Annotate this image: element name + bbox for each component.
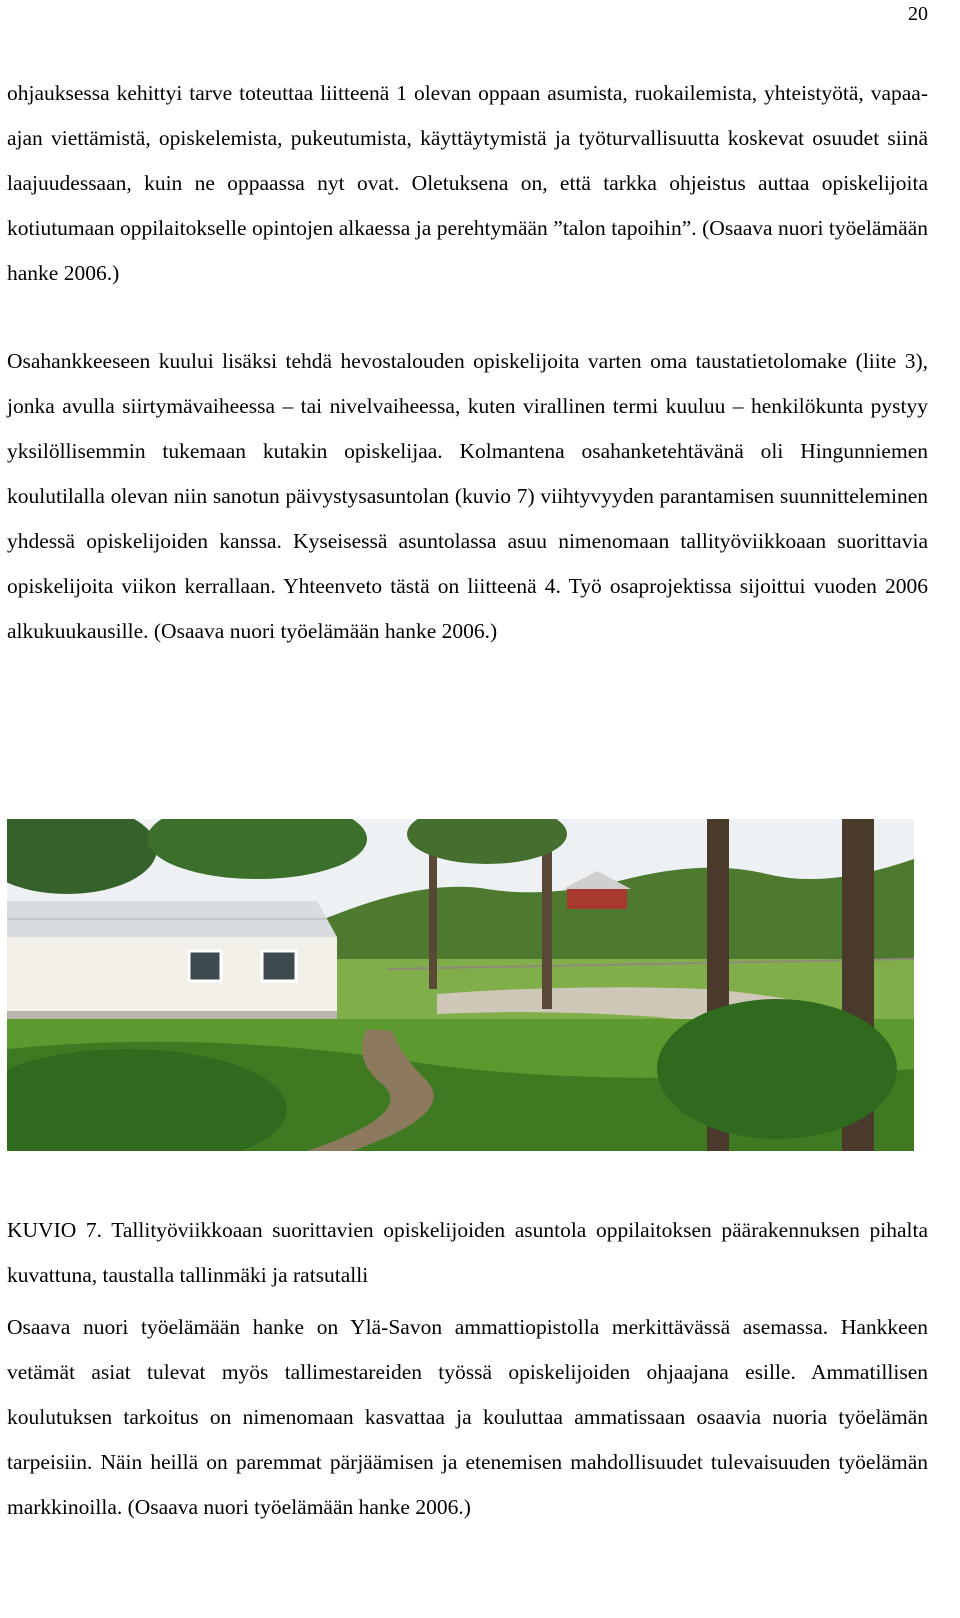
caption-label: KUVIO 7. — [7, 1218, 102, 1242]
paragraph-2-text: Osahankkeeseen kuului lisäksi tehdä hevostalouden opiskelijoita varten oma taustatietolomake (liite 3), jonka avulla siirtymävaiheessa – tai nivelvaiheessa, kuten virallinen termi kuuluu – henkilökunta pystyy yksilöllisemmin tukemaan kutakin opiskelijaa. Kolmantena osahanketehtävänä oli Hingunniemen koulutilalla olevan niin sanotun päivystysasuntolan (kuvio 7) viihtyvyyden parantamisen suunnitteleminen yhdessä opiskelijoiden kanssa. Kyseisessä asuntolassa asuu nimenomaan tallityöviikkoaan suorittavia opiskelijoita viikon kerrallaan. Yhteenveto tästä on liitteenä 4. Työ osaprojektissa sijoittui vuoden 2006 alkukuukausille. (Osaava nuori työelämään hanke 2006.) — [7, 349, 928, 643]
shrub-right — [657, 999, 897, 1139]
paragraph-1 — [7, 71, 928, 296]
photo-illustration — [7, 819, 914, 1151]
distant-barn — [567, 887, 627, 909]
paragraph-3-text: Osaava nuori työelämään hanke on Ylä-Savon ammattiopistolla merkittävässä asemassa. Hankkeen vetämät asiat tulevat myös tallimestareiden työssä opiskelijoiden ohjaajana esille. Ammatillisen koulutuksen tarkoitus on nimenomaan kasvattaa ja kouluttaa ammatissaan osaavia nuoria työelämän tarpeisiin. Näin heillä on paremmat pärjäämisen ja etenemisen mahdollisuudet tulevaisuuden työelämän markkinoilla. (Osaava nuori työelämään hanke 2006.) — [7, 1315, 928, 1519]
page-number: 20 — [908, 3, 928, 25]
paragraph-2 — [7, 339, 928, 654]
window-1 — [189, 951, 221, 981]
window-2 — [262, 951, 296, 981]
building-foundation — [7, 1011, 337, 1019]
figure-photo — [7, 819, 914, 1151]
figure-caption — [7, 1208, 928, 1298]
caption-text: Tallityöviikkoaan suorittavien opiskelijoiden asuntola oppilaitoksen päärakennuksen pihalta kuvattuna, taustalla tallinmäki ja ratsutalli — [7, 1218, 928, 1287]
paragraph-1-text: ohjauksessa kehittyi tarve toteuttaa liitteenä 1 olevan oppaan asumista, ruokailemista, yhteistyötä, vapaa-ajan viettämistä, opiskelemista, pukeutumista, käyttäytymistä ja työturvallisuutta koskevat osuudet siinä laajuudessaan, kuin ne oppaassa nyt ovat. Oletuksena on, että tarkka ohjeistus auttaa opiskelijoita kotiutumaan oppilaitokselle opintojen alkaessa ja perehtymään ”talon tapoihin”. (Osaava nuori työelämään hanke 2006.) — [7, 81, 928, 285]
paragraph-3 — [7, 1305, 928, 1530]
